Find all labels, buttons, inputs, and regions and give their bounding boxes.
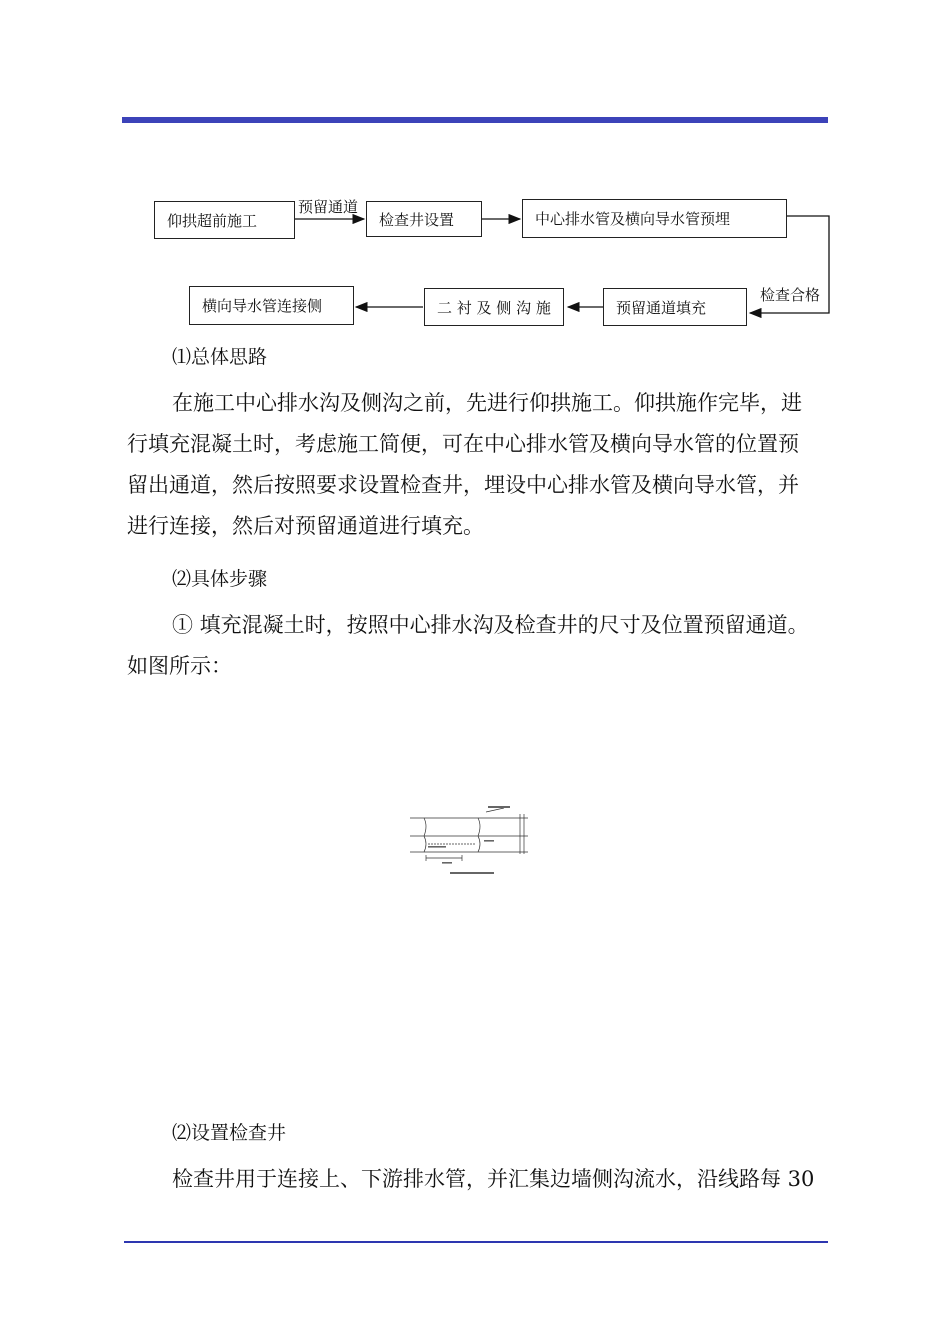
flow-box-channel-fill: 预留通道填充 xyxy=(603,288,747,326)
paragraph-line: 行填充混凝土时，考虑施工简便，可在中心排水管及横向导水管的位置预 xyxy=(127,432,799,456)
paragraph-line: 在施工中心排水沟及侧沟之前，先进行仰拱施工。仰拱施作完毕，进 xyxy=(172,391,802,415)
footer-rule xyxy=(124,1241,828,1243)
section-heading-well: ⑵设置检查井 xyxy=(172,1122,287,1144)
flow-box-drain-pipe-embed: 中心排水管及横向导水管预埋 xyxy=(522,199,787,238)
paragraph-line: ① 填充混凝土时，按照中心排水沟及检查井的尺寸及位置预留通道。 xyxy=(172,613,809,637)
flow-label-inspection-pass: 检查合格 xyxy=(760,286,821,304)
flow-box-inspection-well: 检查井设置 xyxy=(366,201,482,237)
paragraph-line: 检查井用于连接上、下游排水管，并汇集边墙侧沟流水，沿线路每 30 xyxy=(172,1167,815,1191)
flow-box-invert-advance: 仰拱超前施工 xyxy=(154,201,295,239)
section-heading-steps: ⑵具体步骤 xyxy=(172,568,268,590)
flow-box-lining-sidedrain: 二 衬 及 侧 沟 施 xyxy=(424,288,564,326)
section-heading-overall: ⑴总体思路 xyxy=(172,346,268,368)
flow-label-reserved-channel: 预留通道 xyxy=(298,198,359,216)
paragraph-line: 进行连接，然后对预留通道进行填充。 xyxy=(127,514,484,538)
drainage-plan-figure xyxy=(408,804,532,878)
paragraph-line: 如图所示： xyxy=(127,654,232,678)
flow-box-lateral-pipe-connect: 横向导水管连接侧 xyxy=(189,286,354,325)
paragraph-line: 留出通道，然后按照要求设置检查井，埋设中心排水管及横向导水管，并 xyxy=(127,473,799,497)
